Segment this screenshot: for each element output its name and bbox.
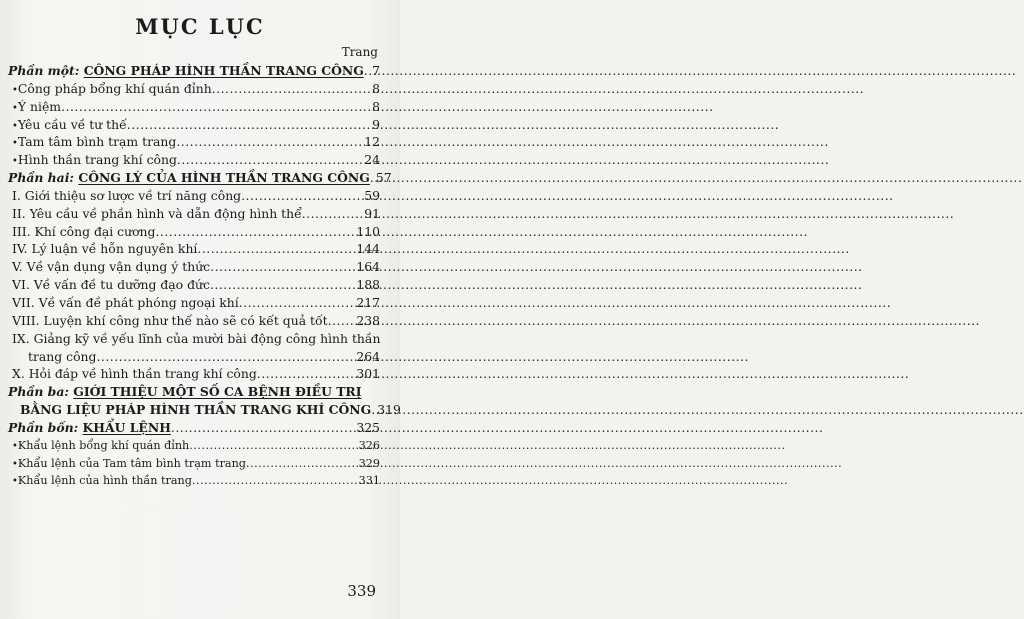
- toc-page-number: 238: [356, 312, 380, 328]
- toc-entry-text: Công pháp bổng khí quán đỉnh: [17, 80, 212, 96]
- toc-entry-text: IV. Lý luận về hỗn nguyên khí: [12, 241, 198, 257]
- toc-entry-row: [8, 365, 380, 383]
- toc-page-number: 110: [356, 223, 380, 239]
- bullet-icon: •: [12, 476, 18, 488]
- dot-leader: [328, 312, 357, 330]
- toc-part-title: [8, 62, 364, 80]
- toc-page-number: 7: [372, 63, 380, 78]
- toc-part-heading: CÔNG PHÁP HÌNH THẦN TRANG CÔNG: [83, 63, 364, 78]
- toc-page-number: 8: [372, 98, 380, 114]
- toc-entry-row: [8, 312, 380, 330]
- toc-entry-row: [8, 240, 380, 258]
- dot-leader: [257, 365, 357, 383]
- toc-entry-text: I. Giới thiệu sơ lược về trí năng công: [12, 187, 242, 203]
- bullet-icon: •: [12, 138, 18, 150]
- dot-leader: [176, 133, 364, 151]
- toc-page-number: 188: [356, 277, 380, 293]
- toc-entry-row: [8, 223, 380, 241]
- toc-entry-row: [8, 276, 380, 294]
- toc-part-label: Phần bốn:: [8, 419, 79, 435]
- toc-entry-text: VII. Về vấn đề phát phóng ngoại khí: [12, 294, 239, 310]
- toc-entry-row: [8, 455, 380, 473]
- toc-entry-row: [8, 133, 380, 151]
- toc-entry-text: II. Yêu cầu về phần hình và dẫn động hình thể: [12, 205, 302, 221]
- toc-entry-row: [8, 98, 380, 116]
- dot-leader: [212, 80, 372, 98]
- toc-entry-row: [8, 258, 380, 276]
- toc-page-number: 8: [372, 80, 380, 96]
- dot-leader: [364, 62, 372, 80]
- dot-leader: [241, 187, 364, 205]
- bullet-icon: •: [12, 458, 18, 470]
- toc-entry-text: Ý niệm: [17, 98, 62, 114]
- dot-leader: [302, 205, 364, 223]
- toc-part-title: [8, 169, 370, 187]
- toc-part-row: [8, 169, 392, 187]
- toc-entry-text: VIII. Luyện khí công như thế nào sẽ có kết quả tốt: [12, 312, 328, 328]
- toc-part-heading: BẰNG LIỆU PHÁP HÌNH THẦN TRANG KHÍ CÔNG: [20, 402, 372, 418]
- toc-page-number: 57: [375, 170, 392, 186]
- dot-leader: [239, 294, 357, 312]
- toc-entry-text: V. Về vận dụng vận dụng ý thức: [12, 259, 211, 275]
- toc-page-number: 319: [377, 402, 401, 418]
- page-title: MỤC LỤC: [135, 14, 265, 39]
- dot-leader: [171, 419, 356, 437]
- toc-entry-row: [8, 330, 380, 348]
- page-number: 339: [347, 582, 376, 600]
- toc-part-title: [8, 419, 171, 437]
- dot-leader: [197, 240, 356, 258]
- dot-leader: [189, 437, 358, 455]
- toc-part-heading: GIỚI THIỆU MỘT SỐ CA BỆNH ĐIỀU TRỊ: [73, 384, 362, 400]
- toc-page-number: 331: [358, 474, 380, 488]
- toc-entry-text: Khẩu lệnh của hình thần trang: [17, 474, 192, 488]
- page-column-header: Trang: [341, 45, 378, 59]
- bullet-icon: •: [12, 102, 18, 114]
- toc-entry-text: III. Khí công đại cương: [12, 223, 156, 239]
- toc-page-number: 217: [356, 294, 380, 310]
- toc-page-number: 264: [356, 348, 380, 364]
- toc-entry-row: [8, 437, 380, 455]
- toc-entry-row: [8, 472, 380, 490]
- dot-leader: [210, 258, 356, 276]
- dot-leader: [155, 223, 356, 241]
- toc-entry-text: VI. Về vấn đề tu dưỡng đạo đức: [12, 277, 210, 293]
- dot-leader: [177, 151, 364, 169]
- toc-part-label: Phần một:: [8, 63, 80, 78]
- dot-leader: [192, 472, 359, 490]
- table-of-contents: [8, 62, 401, 490]
- toc-entry-text: Tam tâm bình trạm trang: [17, 134, 177, 150]
- bullet-icon: •: [12, 440, 18, 452]
- toc-entry-row: [8, 205, 380, 223]
- toc-part-heading: KHẨU LỆNH: [82, 419, 171, 435]
- toc-entry-text: trang công: [28, 348, 97, 364]
- toc-page-number: 59: [364, 187, 380, 203]
- toc-part-label: Phần hai:: [8, 170, 74, 186]
- toc-part-row: [8, 401, 401, 419]
- toc-page-number: 9: [372, 116, 380, 132]
- toc-part-row: [8, 419, 380, 437]
- toc-entry-text: Khẩu lệnh bổng khí quán đỉnh: [17, 438, 190, 452]
- dot-leader: [61, 98, 372, 116]
- toc-entry-row: [8, 116, 380, 134]
- toc-page-number: 144: [356, 241, 380, 257]
- toc-page-number: 329: [358, 456, 380, 470]
- toc-part-heading: CÔNG LÝ CỦA HÌNH THẦN TRANG CÔNG: [78, 170, 370, 186]
- toc-entry-text: X. Hỏi đáp về hình thần trang khí công: [12, 366, 257, 382]
- toc-page-number: 326: [358, 438, 380, 452]
- bullet-icon: •: [12, 120, 18, 132]
- dot-leader: [210, 276, 356, 294]
- toc-entry-text: IX. Giảng kỹ về yếu lĩnh của mười bài động công hình thần: [12, 330, 381, 346]
- bullet-icon: •: [12, 84, 18, 96]
- toc-part-title: [8, 383, 362, 401]
- toc-page-number: 301: [356, 366, 380, 382]
- toc-entry-row: [8, 294, 380, 312]
- dot-leader: [96, 348, 356, 366]
- bullet-icon: •: [12, 156, 18, 168]
- toc-entry-row: [8, 348, 380, 366]
- toc-page-number: 12: [364, 134, 380, 150]
- toc-entry-row: [8, 80, 380, 98]
- book-page: [0, 0, 400, 619]
- toc-page-number: 91: [364, 205, 380, 221]
- toc-page-number: 325: [356, 419, 380, 435]
- dot-leader: [127, 116, 372, 134]
- toc-entry-text: Hình thần trang khí công: [17, 152, 177, 168]
- toc-entry-text: Yêu cầu về tư thế: [17, 116, 127, 132]
- toc-entry-row: [8, 151, 380, 169]
- dot-leader: [246, 455, 359, 473]
- toc-part-label: Phần ba:: [8, 384, 69, 400]
- toc-entry-text: Khẩu lệnh của Tam tâm bình trạm trang: [17, 456, 246, 470]
- toc-entry-row: [8, 187, 380, 205]
- toc-page-number: 164: [356, 259, 380, 275]
- toc-part-row: [8, 383, 380, 401]
- toc-part-row: [8, 62, 380, 80]
- toc-page-number: 24: [364, 152, 380, 168]
